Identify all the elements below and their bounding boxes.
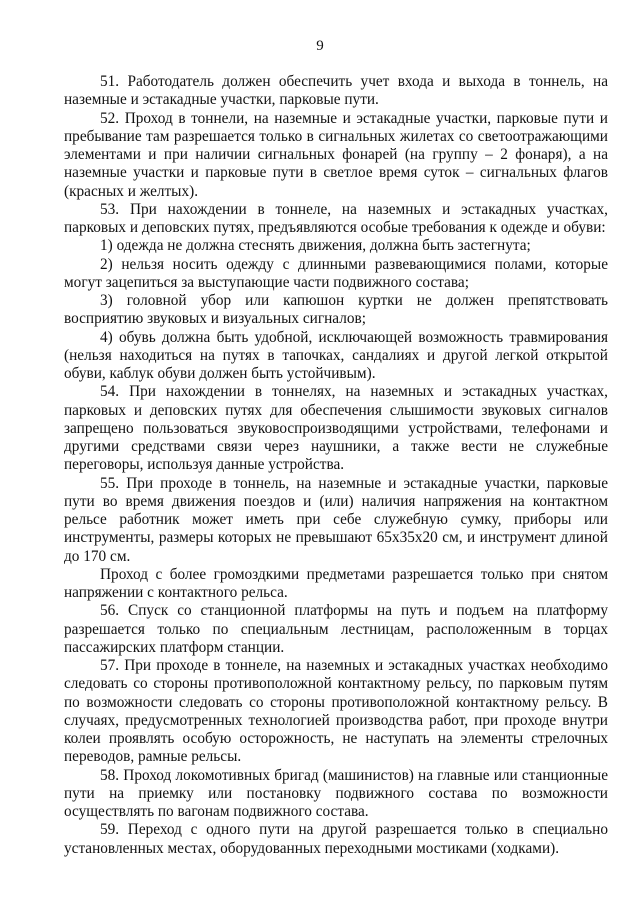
paragraph-53-item-3: 3) головной убор или капюшон куртки не должен препятствовать восприятию звуковых и визуальных сигналов; — [64, 292, 608, 328]
paragraph-54: 54. При нахождении в тоннелях, на наземных и эстакадных участках, парковых и деповских путях для обеспечения слышимости звуковых сигналов запрещено пользоваться звуковоспроизводящими устройствами, телефонами и другими средствами связи через наушники, а также вести не служебные переговоры, используя данные устройства. — [64, 383, 608, 474]
document-body — [64, 73, 608, 858]
paragraph-53-item-4: 4) обувь должна быть удобной, исключающей возможность травмирования (нельзя находиться на путях в тапочках, сандалиях и другой легкой открытой обуви, каблук обуви должен быть устойчивым). — [64, 328, 608, 382]
paragraph-59: 59. Переход с одного пути на другой разрешается только в специально установленных местах, оборудованных переходными мостиками (ходками). — [64, 821, 608, 857]
paragraph-56: 56. Спуск со станционной платформы на путь и подъем на платформу разрешается только по специальным лестницам, расположенным в торцах пассажирских платформ станции. — [64, 602, 608, 656]
paragraph-52: 52. Проход в тоннели, на наземные и эстакадные участки, парковые пути и пребывание там разрешается только в сигнальных жилетах со светоотражающими элементами и при наличии сигнальных фонарей (на группу – 2 фонаря), а на наземные участки и парковые пути в светлое время суток – сигнальных флагов (красных и желтых). — [64, 109, 608, 200]
paragraph-53: 53. При нахождении в тоннеле, на наземных и эстакадных участках, парковых и деповских путях, предъявляются особые требования к одежде и обуви: — [64, 200, 608, 236]
paragraph-53-item-2: 2) нельзя носить одежду с длинными развевающимися полами, которые могут зацепиться за выступающие части подвижного состава; — [64, 255, 608, 291]
paragraph-51: 51. Работодатель должен обеспечить учет входа и выхода в тоннель, на наземные и эстакадные участки, парковые пути. — [64, 73, 608, 109]
paragraph-53-item-1: 1) одежда не должна стеснять движения, должна быть застегнута; — [100, 237, 531, 255]
paragraph-55: 55. При проходе в тоннель, на наземные и эстакадные участки, парковые пути во время движения поездов и (или) наличия напряжения на контактном рельсе работник может иметь при себе служебную сумку, приборы или инструменты, размеры которых не превышают 65x35x20 см, и инструмент длиной до 170 см. — [64, 474, 608, 565]
paragraph-57: 57. При проходе в тоннеле, на наземных и эстакадных участках необходимо следовать со стороны противоположной контактному рельсу, по парковым путям по возможности следовать со стороны противоположной контактному рельсу. В случаях, предусмотренных технологией производства работ, при проходе внутри колеи проявлять особую осторожность, не наступать на элементы стрелочных переводов, рамные рельсы. — [64, 657, 608, 766]
page-number: 9 — [316, 38, 324, 54]
paragraph-58: 58. Проход локомотивных бригад (машинистов) на главные или станционные пути на приемку или постановку подвижного состава по возможности осуществлять по вагонам подвижного состава. — [64, 766, 608, 820]
paragraph-55-note: Проход с более громоздкими предметами разрешается только при снятом напряжении с контактного рельса. — [64, 565, 608, 601]
